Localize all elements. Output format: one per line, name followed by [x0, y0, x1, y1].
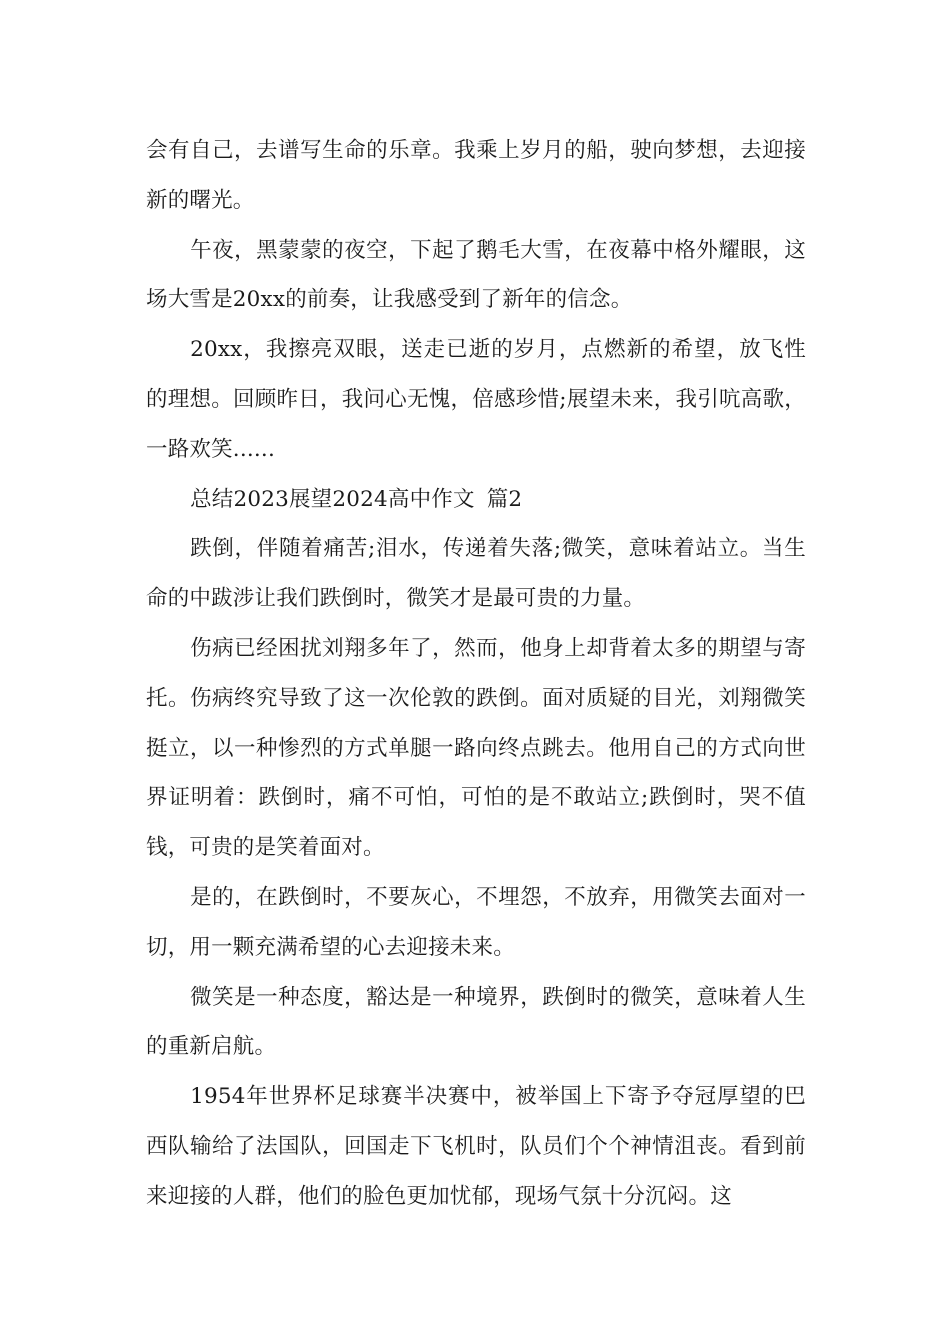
- essay-heading: [146, 475, 806, 525]
- paragraph-brazil-1954: 1954年世界杯足球赛半决赛中，被举国上下寄予夺冠厚望的巴西队输给了法国队，回国走下飞机时，队员们个个神情沮丧。看到前来迎接的人群，他们的脸色更加忧郁，现场气氛十分沉闷。这: [146, 1084, 806, 1209]
- essay-number-label: 篇2: [486, 486, 523, 512]
- paragraph-smile-attitude: 微笑是一种态度，豁达是一种境界，跌倒时的微笑，意味着人生的重新启航。: [146, 984, 806, 1060]
- paragraph-new-year-hope: 20xx，我擦亮双眼，送走已逝的岁月，点燃新的希望，放飞性的理想。回顾昨日，我问心无愧，倍感珍惜;展望未来，我引吭高歌，一路欢笑......: [146, 337, 806, 462]
- paragraph-falling-smile: 跌倒，伴随着痛苦;泪水，传递着失落;微笑，意味着站立。当生命的中跋涉让我们跌倒时，微笑才是最可贵的力量。: [146, 536, 806, 612]
- document-body: [146, 126, 806, 1222]
- paragraph-liu-xiang: 伤病已经困扰刘翔多年了，然而，他身上却背着太多的期望与寄托。伤病终究导致了这一次伦敦的跌倒。面对质疑的目光，刘翔微笑挺立，以一种惨烈的方式单腿一路向终点跳去。他用自己的方式向世界证明着：跌倒时，痛不可怕，可怕的是不敢站立;跌倒时，哭不值钱，可贵的是笑着面对。: [146, 635, 806, 861]
- paragraph-dont-give-up: 是的，在跌倒时，不要灰心，不埋怨，不放弃，用微笑去面对一切，用一颗充满希望的心去迎接未来。: [146, 884, 806, 960]
- paragraph-continuation: 会有自己，去谱写生命的乐章。我乘上岁月的船，驶向梦想，去迎接新的曙光。: [146, 138, 806, 213]
- essay-title: 总结2023展望2024高中作文: [190, 486, 475, 512]
- paragraph-midnight-snow: 午夜，黑蒙蒙的夜空，下起了鹅毛大雪，在夜幕中格外耀眼，这场大雪是20xx的前奏，让我感受到了新年的信念。: [146, 237, 806, 313]
